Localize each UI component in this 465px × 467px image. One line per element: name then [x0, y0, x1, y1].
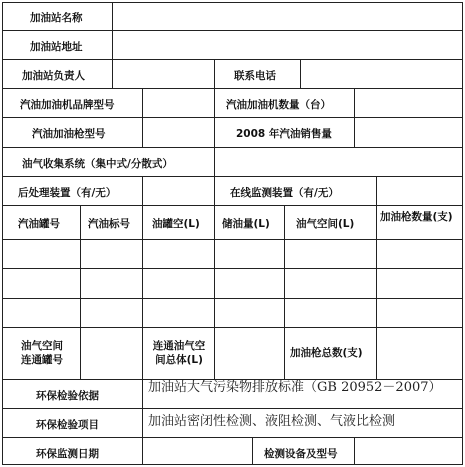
row-line: [2, 239, 463, 240]
post-treatment-label: 后处理装置（有/无）: [18, 187, 117, 199]
station-manager-label: 加油站负责人: [22, 70, 85, 82]
monitor-date-label: 环保监测日期: [36, 448, 99, 460]
row-line: [2, 59, 463, 60]
equipment-label: 检测设备及型号: [264, 448, 338, 460]
col-line: [214, 88, 215, 147]
online-monitoring-label: 在线监测装置（有/无）: [230, 187, 339, 199]
env-items-label: 环保检验项目: [36, 419, 99, 431]
col-line: [112, 59, 113, 88]
row-line: [2, 327, 463, 328]
col-line: [300, 59, 301, 88]
col-line: [214, 176, 215, 205]
col-line: [354, 88, 355, 147]
vapor-connected-tanks-label: 油气空间连通罐号: [21, 340, 63, 366]
row-line: [2, 88, 463, 89]
sales-2008-label: 2008 年汽油销售量: [236, 128, 332, 140]
row-line: [2, 30, 463, 31]
row-line: [2, 2, 463, 3]
col-line: [80, 205, 81, 379]
dispenser-brand-model-label: 汽油加油机品牌型号: [20, 99, 115, 111]
col-line: [376, 176, 377, 205]
station-inspection-form: [2, 2, 463, 465]
dispenser-count-label: 汽油加油机数量（台）: [226, 99, 331, 111]
col-line: [354, 437, 355, 465]
col-storage-header: 储油量(L): [222, 218, 270, 230]
col-tank-capacity-header: 油罐空(L): [152, 218, 200, 230]
col-line: [252, 437, 253, 465]
col-line: [462, 2, 463, 465]
col-line: [214, 147, 215, 176]
env-basis-label: 环保检验依据: [36, 390, 99, 402]
nozzle-model-label: 汽油加油枪型号: [32, 128, 106, 140]
station-name-label: 加油站名称: [30, 12, 83, 24]
col-line: [284, 205, 285, 379]
row-line: [2, 117, 463, 118]
col-line: [214, 59, 215, 88]
row-line: [2, 408, 463, 409]
env-basis-value: 加油站大气污染物排放标准（GB 20952－2007）: [148, 380, 442, 395]
row-line: [2, 464, 463, 465]
row-line: [2, 437, 463, 438]
env-items-value: 加油站密闭性检测、液阻检测、气液比检测: [148, 414, 396, 429]
col-line: [142, 176, 143, 205]
row-line: [2, 205, 463, 206]
row-line: [2, 268, 463, 269]
vapor-collection-label: 油气收集系统（集中式/分散式）: [22, 158, 173, 170]
col-grade-header: 汽油标号: [88, 218, 130, 230]
row-line: [2, 298, 463, 299]
col-line: [2, 2, 3, 465]
col-nozzle-count-header: 加油枪数量(支): [380, 211, 453, 223]
row-line: [2, 176, 463, 177]
station-address-label: 加油站地址: [30, 41, 83, 53]
row-line: [2, 147, 463, 148]
col-line: [376, 205, 377, 379]
phone-label: 联系电话: [234, 70, 276, 82]
col-line: [214, 205, 215, 379]
nozzle-total-label: 加油枪总数(支): [290, 347, 363, 359]
col-line: [142, 88, 143, 147]
col-line: [142, 205, 143, 379]
col-line: [142, 379, 143, 437]
connected-vapor-total-label: 连通油气空间总体(L): [152, 340, 206, 366]
col-line: [112, 2, 113, 59]
col-vapor-space-header: 油气空间(L): [296, 218, 355, 230]
col-line: [142, 437, 143, 465]
col-tank-no-header: 汽油罐号: [18, 218, 60, 230]
